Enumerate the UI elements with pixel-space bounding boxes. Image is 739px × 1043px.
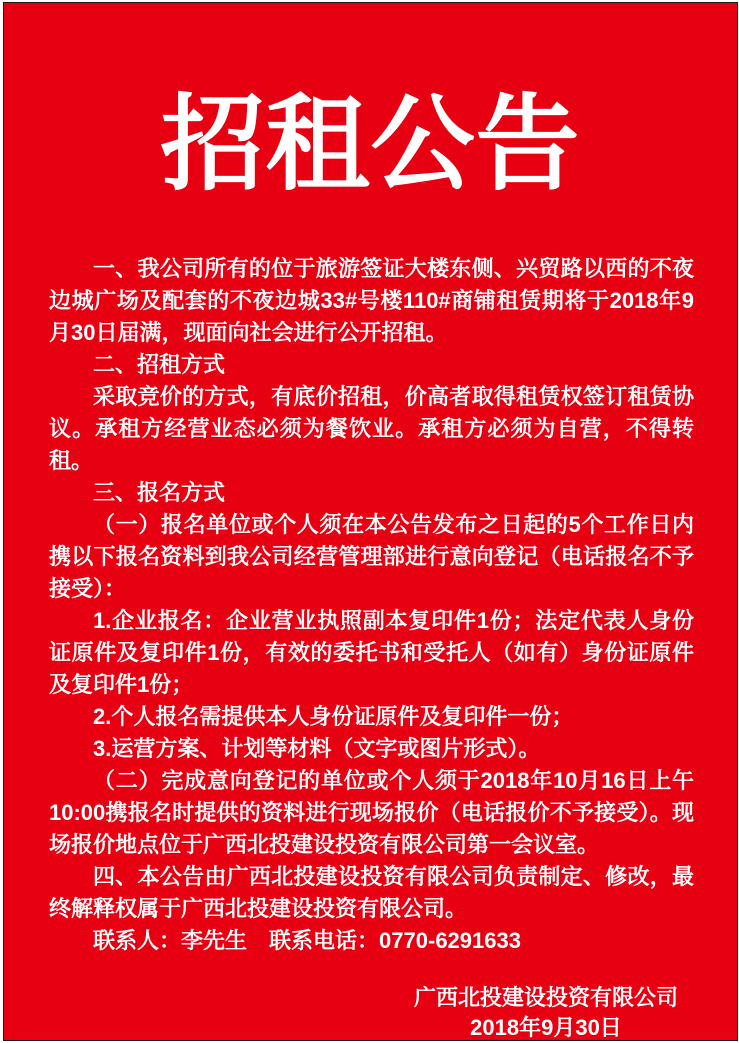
poster-body: [49, 253, 694, 1041]
announcement-poster: [3, 2, 738, 1041]
paragraph-intro: 一、我公司所有的位于旅游签证大楼东侧、兴贸路以西的不夜边城广场及配套的不夜边城33#号楼110#商铺租赁期将于2018年9月30日届满，现面向社会进行公开招租。: [49, 255, 694, 345]
contact-phone-label: 联系电话：: [269, 927, 380, 953]
heading-rental-method: 二、招租方式: [93, 351, 226, 377]
heading-registration-method: 三、报名方式: [93, 479, 226, 505]
signature-date: 2018年9月30日: [470, 1014, 622, 1040]
paragraph-rental-method: 采取竞价的方式，有底价招租，价高者取得租赁权签订租赁协议。承租方经营业态必须为餐饮业。承租方必须为自营，不得转租。: [49, 383, 694, 473]
contact-person-label: 联系人：: [93, 927, 182, 953]
contact-line: [49, 925, 694, 957]
contact-person-name: 李先生: [181, 927, 248, 953]
signature-company: 广西北投建设投资有限公司: [413, 984, 678, 1010]
paragraph-interpretation: 四、本公告由广西北投建设投资有限公司负责制定、修改，最终解释权属于广西北投建设投资有限公司。: [49, 863, 694, 921]
list-item-plan: 3.运营方案、计划等材料（文字或图片形式）。: [93, 735, 541, 761]
poster-title: 招租公告: [160, 88, 581, 203]
list-item-individual: 2.个人报名需提供本人身份证原件及复印件一份；: [93, 703, 574, 729]
list-item-enterprise: 1.企业报名：企业营业执照副本复印件1份；法定代表人身份证原件及复印件1份，有效的委托书和受托人（如有）身份证原件及复印件1份；: [49, 607, 694, 697]
signature-block: [414, 983, 678, 1041]
paragraph-bidding: （二）完成意向登记的单位或个人须于2018年10月16日上午10:00携报名时提供的资料进行现场报价（电话报价不予接受）。现场报价地点位于广西北投建设投资有限公司第一会议室。: [49, 767, 694, 857]
paragraph-registration-1: （一）报名单位或个人须在本公告发布之日起的5个工作日内携以下报名资料到我公司经营管理部进行意向登记（电话报名不予接受）：: [49, 511, 694, 601]
contact-phone-number: 0770-6291633: [379, 927, 521, 953]
